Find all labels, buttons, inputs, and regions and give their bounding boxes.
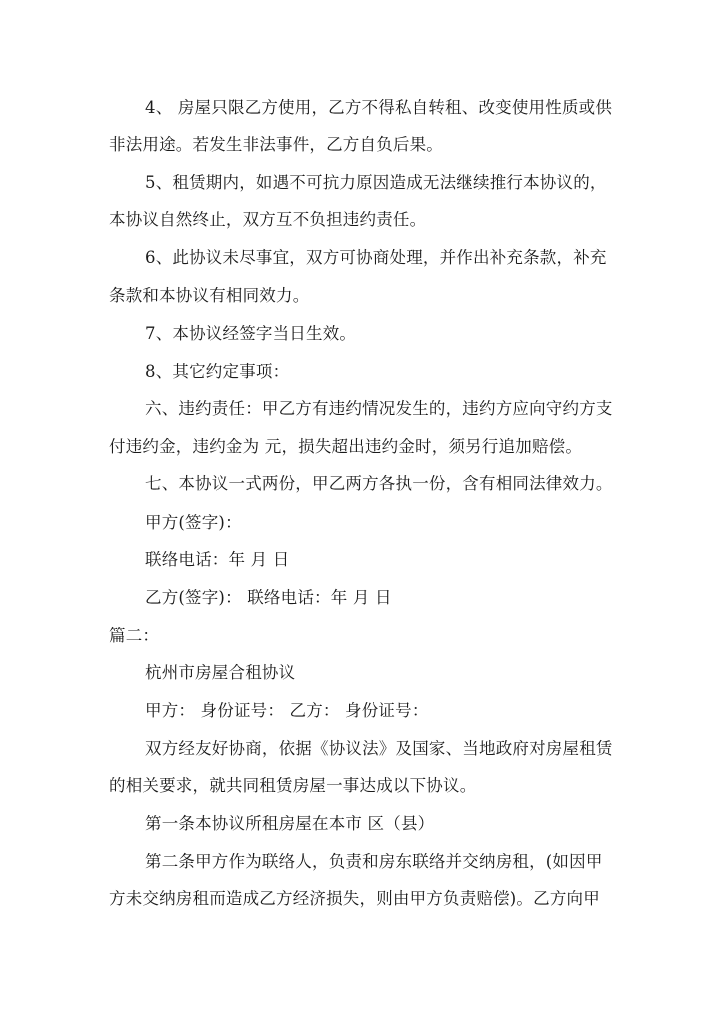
parties-id-line: 甲方： 身份证号： 乙方： 身份证号：	[145, 701, 429, 720]
party-a-signature: 甲方(签字)：	[145, 513, 242, 532]
clause-4-line-2: 非法用途。若发生非法事件，乙方自负后果。	[109, 135, 443, 154]
article-2-line-1: 第二条甲方作为联络人，负责和房东联络并交纳房租，(如因甲	[145, 852, 603, 871]
part-two-heading: 篇二：	[109, 626, 160, 645]
clause-6-line-2: 条款和本协议有相同效力。	[109, 286, 310, 305]
preamble-line-2: 的相关要求，就共同租赁房屋一事达成以下协议。	[109, 776, 477, 795]
clause-5-line-1: 5、租赁期内，如遇不可抗力原因造成无法继续推行本协议的，	[145, 173, 607, 192]
clause-7: 7、本协议经签字当日生效。	[145, 324, 357, 343]
clause-6-line-1: 6、此协议未尽事宜，双方可协商处理，并作出补充条款，补充	[145, 248, 607, 267]
clause-5-line-2: 本协议自然终止，双方互不负担违约责任。	[109, 210, 427, 229]
clause-8: 8、其它约定事项：	[145, 362, 290, 381]
section-6-line-1: 六、违约责任：甲乙方有违约情况发生的，违约方应向守约方支	[145, 399, 613, 418]
section-7: 七、本协议一式两份，甲乙两方各执一份，含有相同法律效力。	[145, 474, 613, 493]
article-1: 第一条本协议所租房屋在本市 区（县）	[145, 814, 435, 833]
preamble-line-1: 双方经友好协商，依据《协议法》及国家、当地政府对房屋租赁	[145, 739, 613, 758]
party-a-contact: 联络电话：年 月 日	[145, 550, 290, 569]
clause-4-line-1: 4、 房屋只限乙方使用，乙方不得私自转租、改变使用性质或供	[145, 98, 613, 117]
party-b-signature-contact: 乙方(签字)： 联络电话：年 月 日	[145, 588, 392, 607]
agreement-title: 杭州市房屋合租协议	[145, 663, 296, 682]
article-2-line-2: 方未交纳房租而造成乙方经济损失，则由甲方负责赔偿)。乙方向甲	[109, 889, 600, 908]
section-6-line-2: 付违约金，违约金为 元，损失超出违约金时，须另行追加赔偿。	[109, 437, 583, 456]
